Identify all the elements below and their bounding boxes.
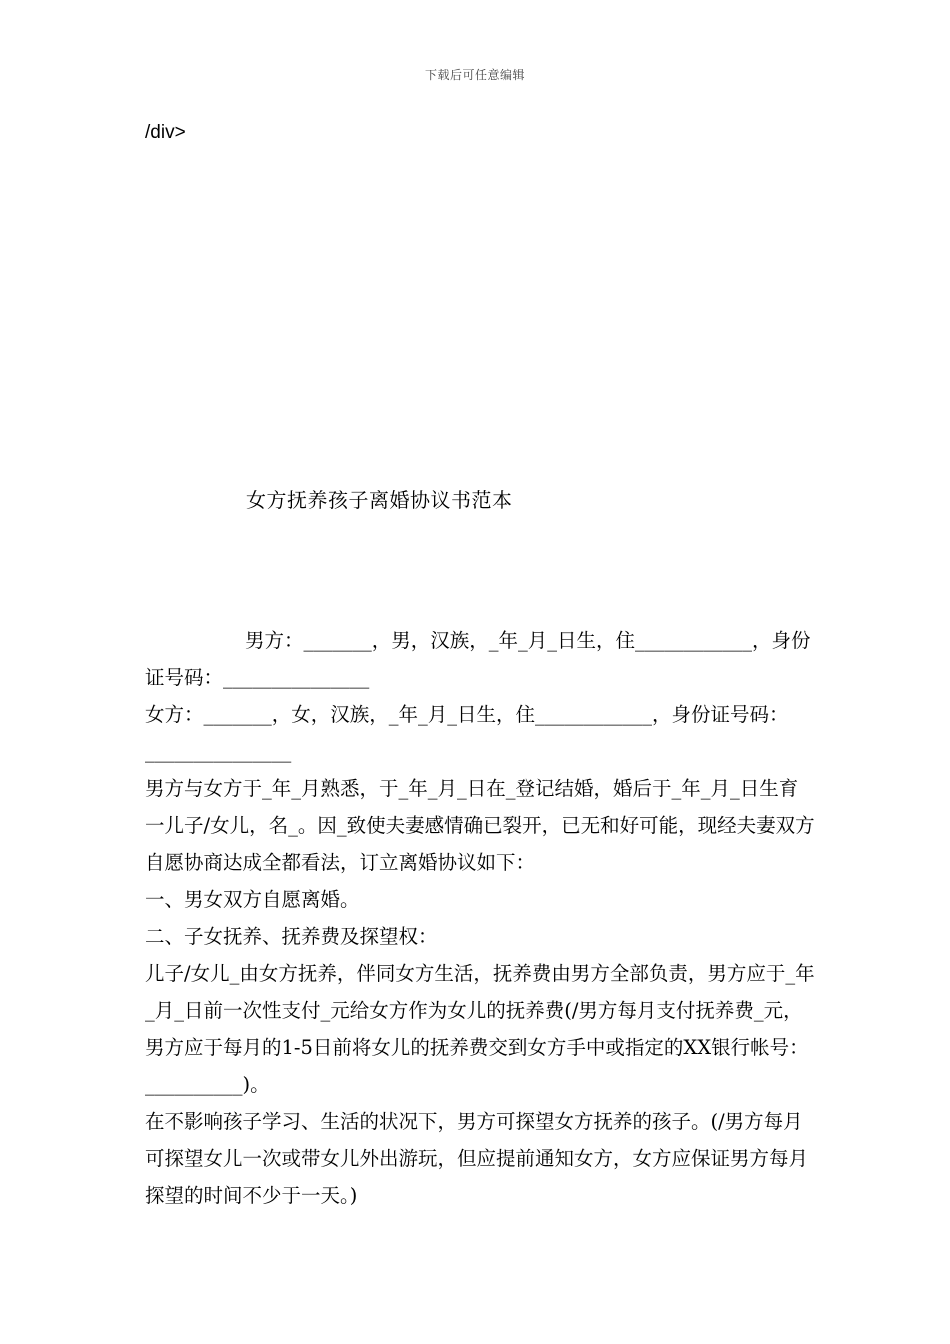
- paragraph-clause-1: 一、男女双方自愿离婚。: [145, 888, 360, 911]
- stray-markup-text: /div>: [145, 122, 186, 143]
- paragraph-clause-2-heading: 二、子女抚养、抚养费及探望权：: [145, 925, 438, 948]
- document-title: 女方抚养孩子离婚协议书范本: [246, 488, 513, 512]
- paragraph-wife-info: 女方：_______，女，汉族，_年_月_日生，住____________，身份证号码：_______________: [145, 703, 789, 763]
- paragraph-child-support: 儿子/女儿_由女方抚养，伴同女方生活，抚养费由男方全部负责，男方应于_年_月_日前一次性支付_元给女方作为女儿的抚养费(/男方每月支付抚养费_元，男方应于每月的1-5日前将女儿的抚养费交到女方手中或指定的XX银行帐号：__________)。: [145, 962, 815, 1096]
- document-body: [145, 622, 817, 1214]
- paragraph-husband-info: 男方：_______，男，汉族，_年_月_日生，住____________，身份证号码：_______________: [145, 629, 811, 689]
- paragraph-marriage-background: 男方与女方于_年_月熟悉，于_年_月_日在_登记结婚，婚后于_年_月_日生育一儿子/女儿，名_。因_致使夫妻感情确已裂开，已无和好可能，现经夫妻双方自愿协商达成全都看法，订立离婚协议如下：: [145, 777, 815, 874]
- paragraph-visitation: 在不影响孩子学习、生活的状况下，男方可探望女方抚养的孩子。(/男方每月可探望女儿一次或带女儿外出游玩，但应提前通知女方，女方应保证男方每月探望的时间不少于一天。): [145, 1110, 809, 1207]
- page-header-note: 下载后可任意编辑: [424, 68, 525, 82]
